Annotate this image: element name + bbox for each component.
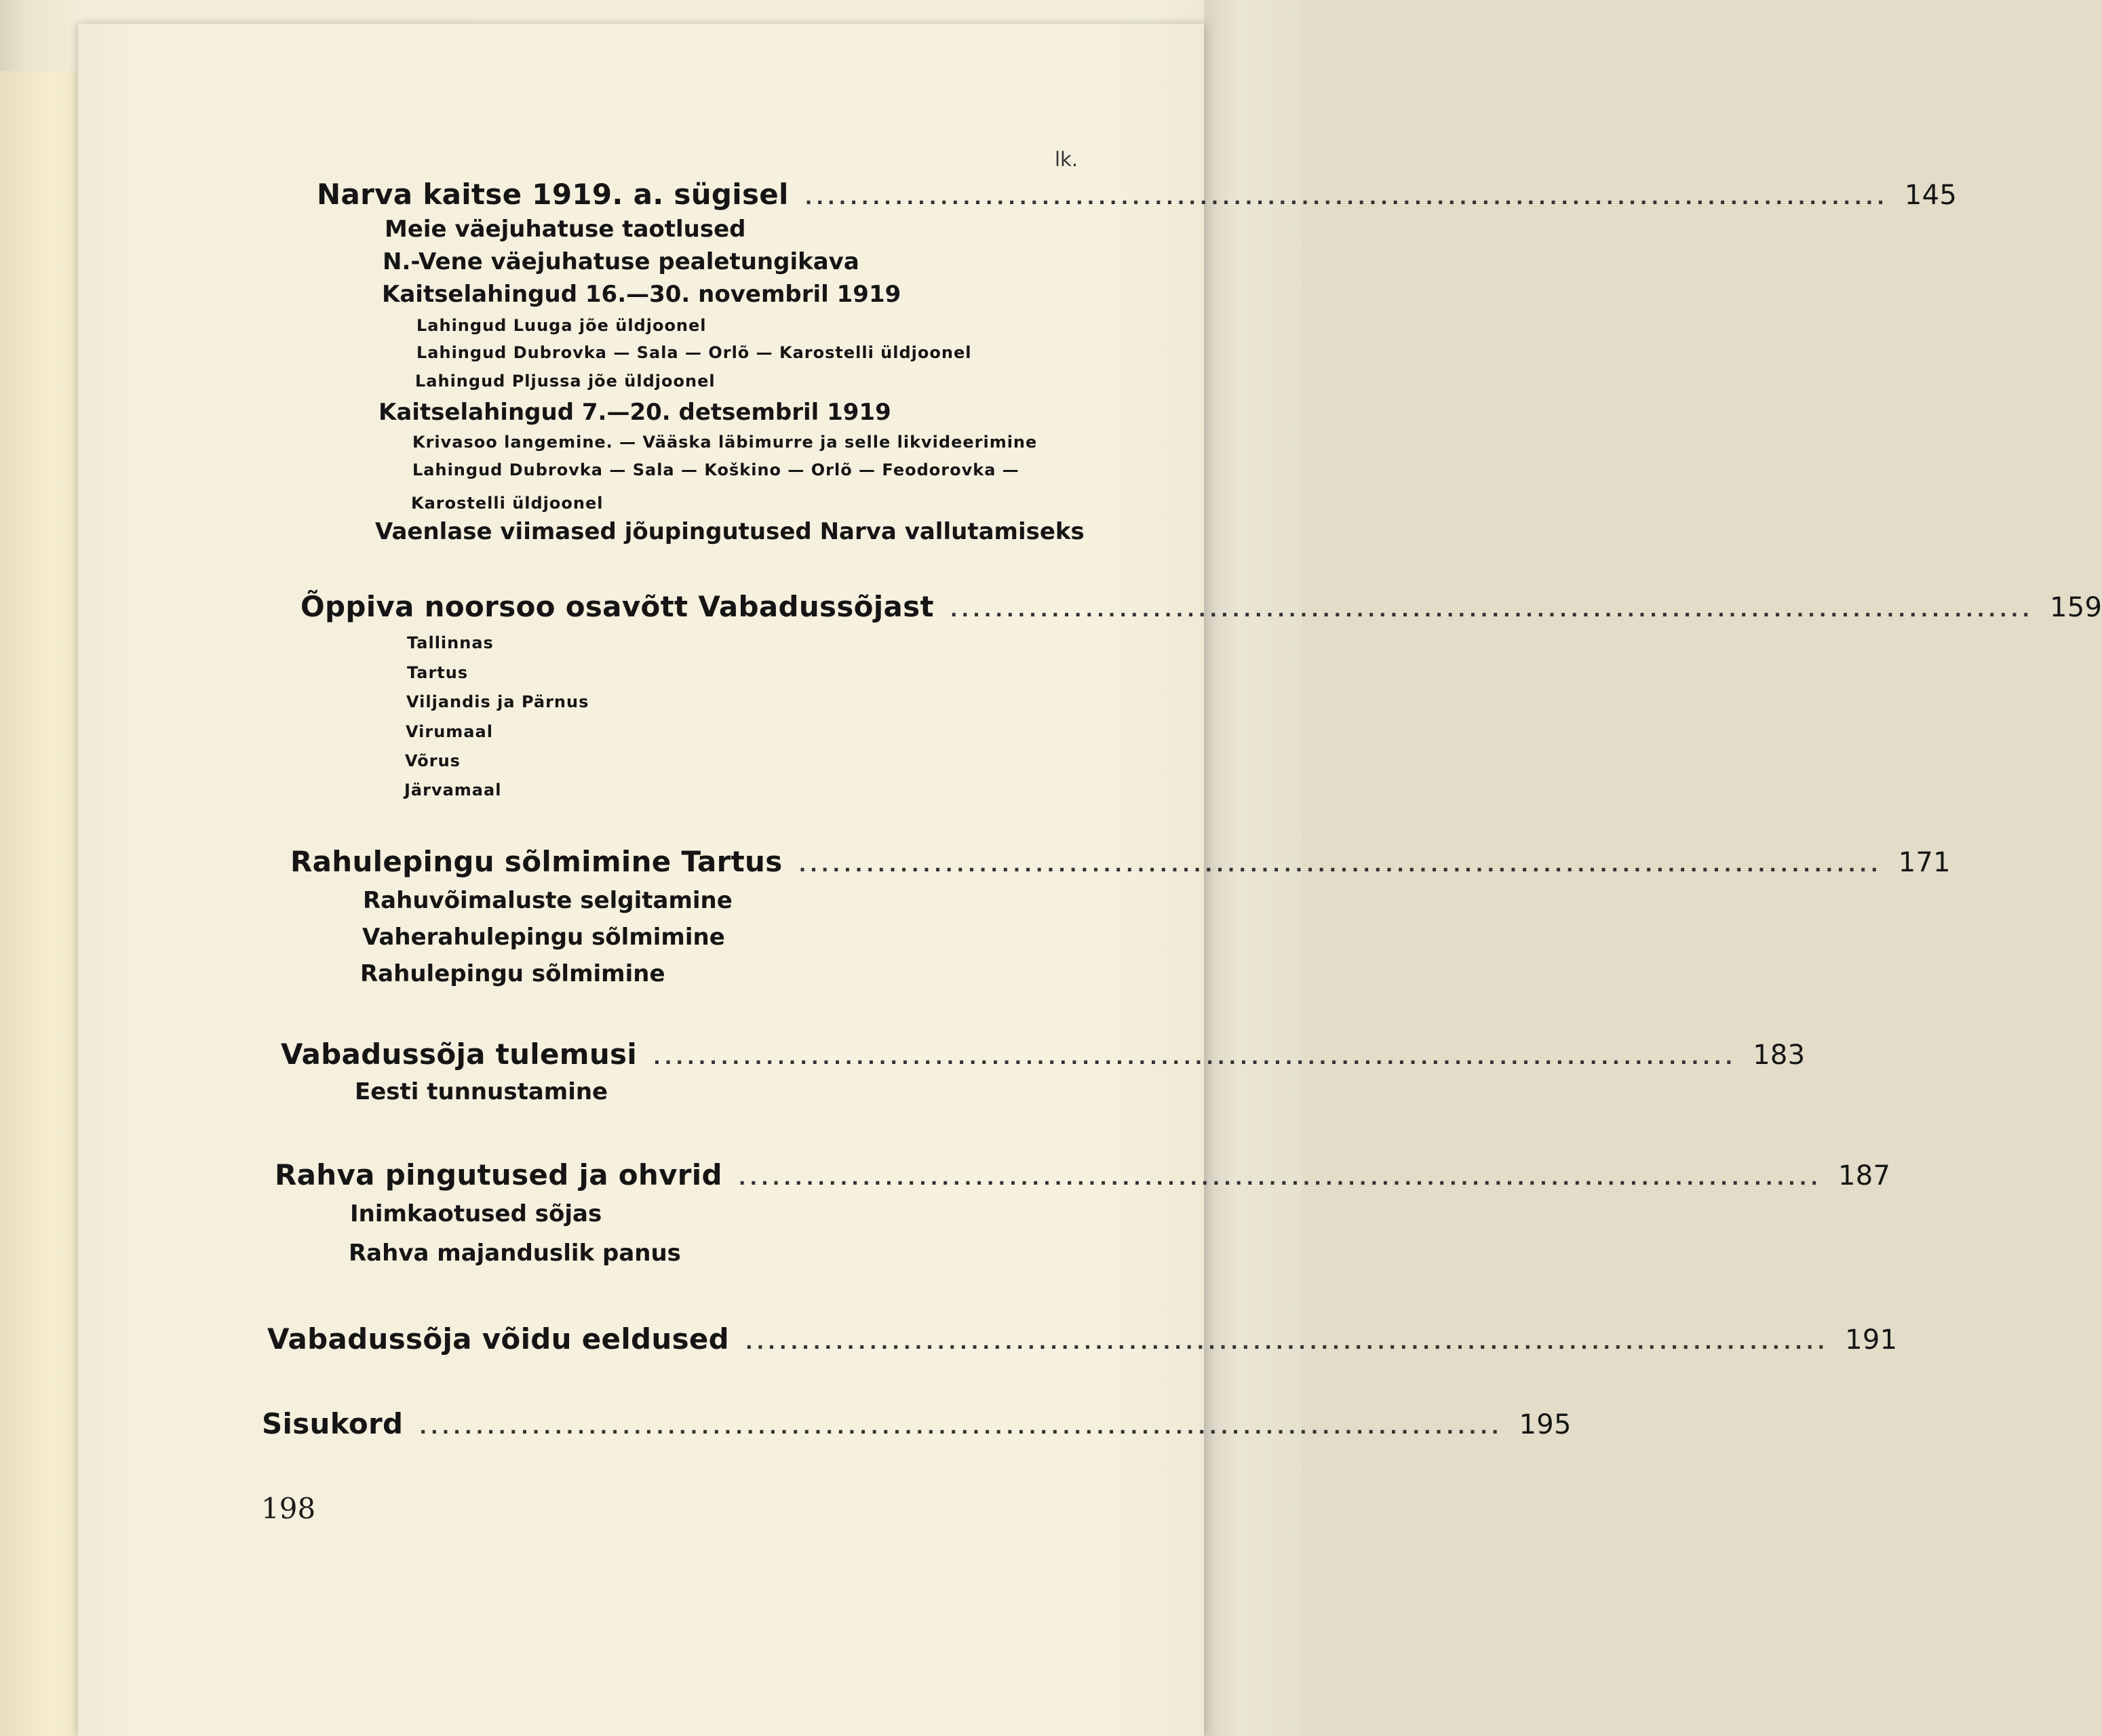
toc-subsubitem: Lahingud Luuga jõe üldjoonel: [416, 316, 707, 335]
toc-section-5: [275, 1158, 1891, 1191]
toc-section-3: [290, 845, 1951, 878]
leader-dots: ................................................................................................: [653, 1046, 1737, 1069]
toc-subitem: Eesti tunnustamine: [355, 1078, 608, 1105]
toc-section-7: [262, 1407, 1572, 1440]
toc-page-number: 145: [1904, 180, 1958, 211]
leader-dots: ................................................................................................: [738, 1167, 1822, 1189]
toc-subsubitem: Lahingud Dubrovka — Sala — Orlõ — Karostelli üldjoonel: [416, 343, 972, 362]
page-column-label: lk.: [1055, 148, 1078, 171]
toc-page-number: 171: [1898, 847, 1951, 878]
toc-section-title: Rahulepingu sõlmimine Tartus: [290, 845, 783, 878]
toc-subsubitem: Tallinnas: [407, 633, 494, 652]
toc-subsubitem: Viljandis ja Pärnus: [406, 692, 589, 711]
toc-subsubitem: Krivasoo langemine. — Vääska läbimurre ja selle likvideerimine: [412, 433, 1038, 452]
toc-subitem: Rahva majanduslik panus: [349, 1240, 681, 1267]
toc-page-number: 195: [1519, 1409, 1572, 1440]
toc-section-title: Vabadussõja võidu eeldused: [267, 1322, 730, 1356]
toc-subsubitem: Järvamaal: [404, 781, 502, 800]
toc-section-title: Narva kaitse 1919. a. sügisel: [317, 178, 789, 211]
toc-subitem: Vaherahulepingu sõlmimine: [362, 924, 725, 951]
toc-section-title: Rahva pingutused ja ohvrid: [275, 1158, 722, 1191]
leader-dots: ................................................................................................: [419, 1416, 1503, 1438]
toc-section-2: [300, 590, 2102, 623]
toc-page-number: 159: [2049, 592, 2102, 623]
toc-page-number: 191: [1845, 1324, 1898, 1356]
toc-section-title: Vabadussõja tulemusi: [281, 1038, 638, 1071]
toc-subsubitem: Lahingud Pljussa jõe üldjoonel: [415, 372, 716, 391]
leader-dots: ................................................................................................: [745, 1331, 1829, 1354]
toc-subsubitem: Lahingud Dubrovka — Sala — Koškino — Orlõ — Feodorovka —: [412, 460, 1019, 479]
toc-section-title: Õppiva noorsoo osavõtt Vabadussõjast: [300, 590, 934, 623]
toc-subsubitem: Võrus: [405, 751, 461, 770]
toc-subsubitem: Tartus: [407, 663, 469, 682]
leader-dots: ................................................................................................: [950, 599, 2033, 621]
toc-page-number: 187: [1838, 1160, 1891, 1191]
toc-section-title: Sisukord: [262, 1407, 404, 1440]
leader-dots: ................................................................................................: [804, 186, 1888, 209]
toc-subitem: Kaitselahingud 7.—20. detsembril 1919: [378, 399, 891, 426]
toc-subitem: Rahulepingu sõlmimine: [360, 960, 665, 987]
toc-section-6: [267, 1322, 1898, 1356]
toc-subitem: Meie väejuhatuse taotlused: [385, 216, 746, 243]
page-number: 198: [261, 1492, 316, 1525]
toc-subitem: Vaenlase viimased jõupingutused Narva vallutamiseks: [375, 518, 1085, 545]
underlying-page: [0, 71, 89, 1736]
toc-subitem: Kaitselahingud 16.—30. novembril 1919: [382, 281, 901, 308]
toc-section-1: [317, 178, 1958, 211]
toc-subitem: N.-Vene väejuhatuse pealetungikava: [383, 248, 859, 275]
leader-dots: ................................................................................................: [798, 854, 1882, 876]
toc-section-4: [281, 1038, 1806, 1071]
toc-subitem: Inimkaotused sõjas: [350, 1200, 602, 1227]
toc-subsubitem: Karostelli üldjoonel: [411, 494, 604, 513]
toc-page-number: 183: [1753, 1040, 1806, 1071]
toc-subitem: Rahuvõimaluste selgitamine: [363, 887, 733, 914]
toc-subsubitem: Virumaal: [406, 722, 493, 741]
